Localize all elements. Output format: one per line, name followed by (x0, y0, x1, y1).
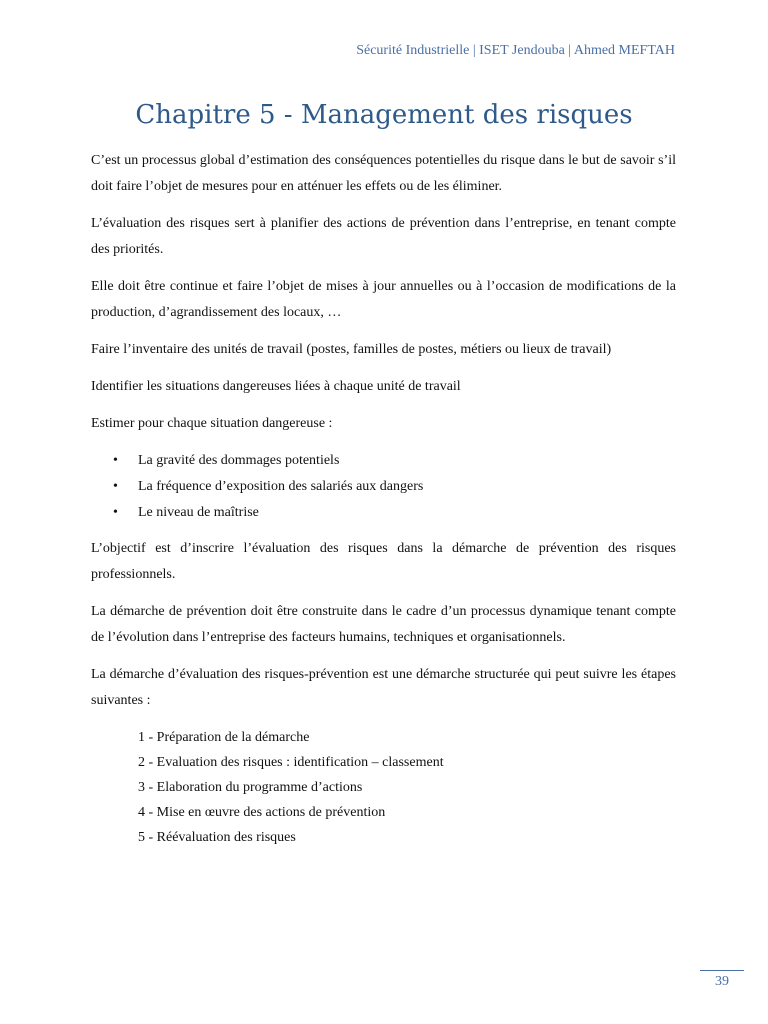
paragraph: L’objectif est d’inscrire l’évaluation des risques dans la démarche de prévention des risques professionnels. (91, 541, 676, 582)
list-item-text: Le niveau de maîtrise (138, 505, 259, 520)
list-item-text: La fréquence d’exposition des salariés aux dangers (138, 479, 424, 494)
paragraph: La démarche d’évaluation des risques-prévention est une démarche structurée qui peut suivre les étapes suivantes : (91, 667, 676, 708)
step-item: 2 - Evaluation des risques : identification – classement (138, 755, 444, 770)
steps-list (91, 725, 676, 850)
paragraph: L’évaluation des risques sert à planifier des actions de prévention dans l’entreprise, en tenant compte des priorités. (91, 216, 676, 257)
list-item (91, 474, 676, 500)
footer-divider (700, 970, 744, 971)
paragraph: C’est un processus global d’estimation des conséquences potentielles du risque dans le but de savoir s’il doit faire l’objet de mesures pour en atténuer les effets ou de les éliminer. (91, 153, 676, 194)
page-number: 39 (715, 974, 729, 989)
step-item: 1 - Préparation de la démarche (138, 730, 310, 745)
list-item-text: La gravité des dommages potentiels (138, 453, 340, 468)
step-item: 3 - Elaboration du programme d’actions (138, 780, 363, 795)
bullet-icon: • (113, 505, 118, 520)
chapter-title: Chapitre 5 - Management des risques (135, 100, 633, 130)
paragraph: La démarche de prévention doit être construite dans le cadre d’un processus dynamique tenant compte de l’évolution dans l’entreprise des facteurs humains, techniques et organisationnels. (91, 604, 676, 645)
running-header: Sécurité Industrielle | ISET Jendouba | Ahmed MEFTAH (356, 43, 675, 58)
step-item: 4 - Mise en œuvre des actions de prévention (138, 805, 386, 820)
step-item: 5 - Réévaluation des risques (138, 830, 296, 845)
bullet-icon: • (113, 453, 118, 468)
paragraph: Estimer pour chaque situation dangereuse : (91, 416, 333, 431)
list-item (91, 448, 676, 474)
paragraph: Elle doit être continue et faire l’objet de mises à jour annuelles ou à l’occasion de modifications de la production, d’agrandissement des locaux, … (91, 279, 676, 320)
document-body (91, 148, 676, 850)
bullet-icon: • (113, 479, 118, 494)
list-item (91, 500, 676, 526)
paragraph: Identifier les situations dangereuses liées à chaque unité de travail (91, 379, 461, 394)
bullet-list (91, 448, 676, 526)
paragraph: Faire l’inventaire des unités de travail (postes, familles de postes, métiers ou lieux de travail) (91, 342, 612, 357)
